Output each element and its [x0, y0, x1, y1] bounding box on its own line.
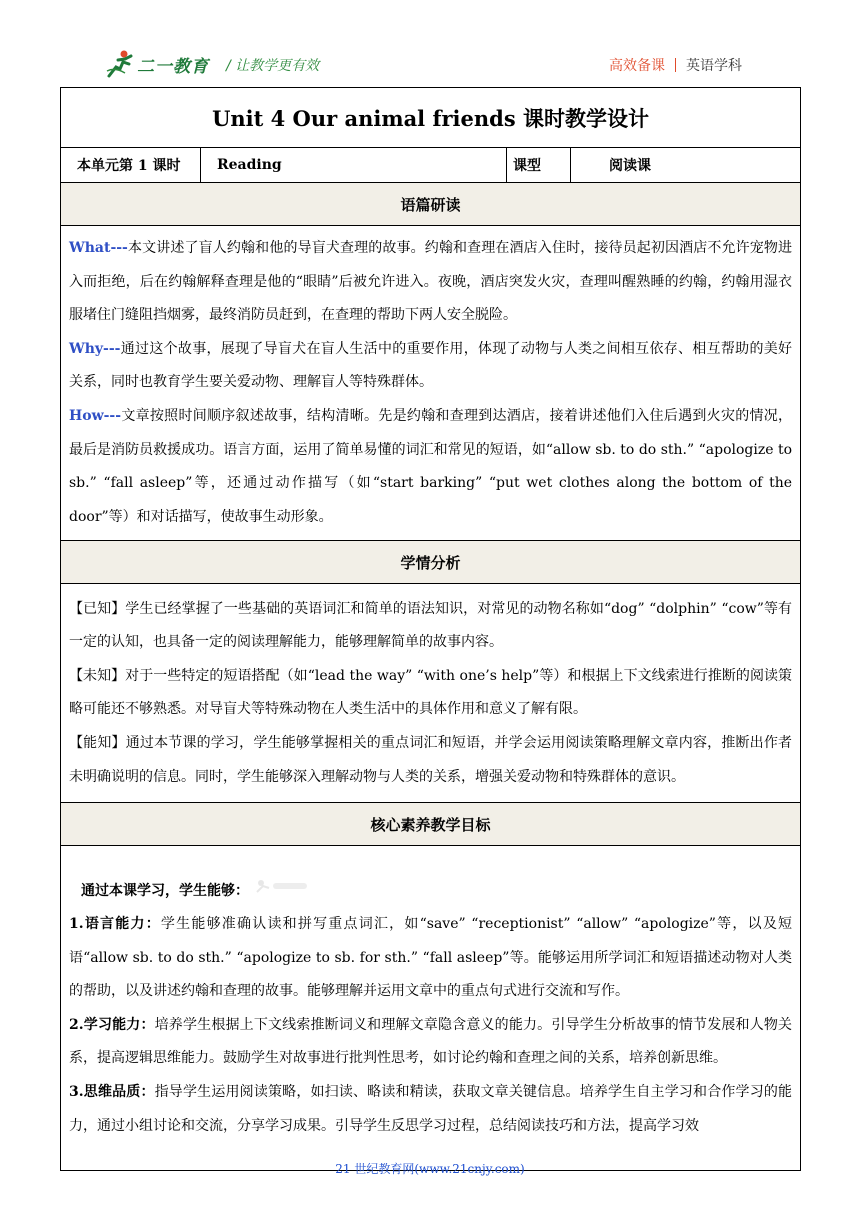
able-paragraph: 【能知】通过本节课的学习，学生能够掌握相关的重点词汇和短语，并学会运用阅读策略理解文章内容，推断出作者未明确说明的信息。同时，学生能够深入理解动物与人类的关系，增强关爱动物和特殊群体的意识。: [69, 734, 793, 785]
lesson-type-value: 阅读课: [571, 148, 801, 183]
tag-divider: [675, 58, 676, 72]
learner-analysis-body: [61, 584, 801, 803]
goal-language: [69, 908, 792, 1009]
slogan: / 让教学更有效: [226, 58, 320, 74]
page-header: [0, 0, 860, 88]
how-text: 文章按照时间顺序叙述故事，结构清晰。先是约翰和查理到达酒店，接着讲述他们入住后遇到火灾的情况，最后是消防员救援成功。语言方面，运用了简单易懂的词汇和常见的短语，如“allow sb. to do sth.” “apologize to sb.” “fall asleep”等，还通过动作描写（如“start barking” “put wet clothes along the bottom of the door”等）和对话描写，使故事生动形象。: [69, 407, 793, 525]
lesson-plan-table: [60, 87, 801, 1171]
goal-thinking-key: 3.思维品质：: [69, 1083, 155, 1100]
logo-text: 二一教育: [137, 56, 209, 77]
how-key: How---: [69, 407, 122, 424]
what-key: What---: [69, 240, 128, 256]
lesson-type-label: 课型: [507, 148, 571, 183]
running-man-icon: [105, 49, 135, 79]
what-text: 本文讲述了盲人约翰和他的导盲犬查理的故事。约翰和查理在酒店入住时，接待员起初因酒店不允许宠物进入而拒绝，后在约翰解释查理是他的“眼睛”后被允许进入。夜晚，酒店突发火灾，查理叫醒熟睡的约翰，约翰用湿衣服堵住门缝阻挡烟雾，最终消防员赶到，在查理的帮助下两人安全脱险。: [69, 240, 793, 324]
why-paragraph: [69, 333, 792, 400]
goal-language-text: 学生能够准确认读和拼写重点词汇，如“save” “receptionist” “allow” “apologize”等，以及短语“allow sb. to do sth.” “apologize to sb. for sth.” “fall asleep”等。能够运用所学词汇和短语描述动物对人类的帮助，以及讲述约翰和查理的故事。能够理解并运用文章中的重点句式进行交流和写作。: [69, 915, 793, 1000]
what-paragraph: [69, 232, 792, 333]
tag-efficient-prep: 高效备课: [609, 58, 665, 74]
why-key: Why---: [69, 340, 121, 357]
footer-link[interactable]: 21 世纪教育网(www.21cnjy.com): [335, 1162, 525, 1176]
objectives-body: [61, 846, 801, 1171]
goal-learning-key: 2.学习能力：: [69, 1016, 155, 1033]
known-paragraph: 【已知】学生已经掌握了一些基础的英语词汇和简单的语法知识，对常见的动物名称如“dog” “dolphin” “cow”等有一定的认知，也具备一定的阅读理解能力，能够理解简单的故事内容。: [69, 600, 793, 651]
why-text: 通过这个故事，展现了导盲犬在盲人生活中的重要作用，体现了动物与人类之间相互依存、相互帮助的美好关系，同时也教育学生要关爱动物、理解盲人等特殊群体。: [69, 340, 793, 391]
text-study-body: [61, 226, 801, 541]
document-title: Unit 4 Our animal friends 课时教学设计: [61, 88, 801, 148]
watermark-logo-icon: [255, 874, 311, 908]
objectives-intro-line: [69, 874, 792, 908]
lesson-topic: Reading: [201, 148, 507, 183]
goal-thinking-text: 指导学生运用阅读策略，如扫读、略读和精读，获取文章关键信息。培养学生自主学习和合作学习的能力，通过小组讨论和交流，分享学习成果。引导学生反思学习过程，总结阅读技巧和方法，提高学习效: [69, 1083, 793, 1134]
goal-learning: [69, 1009, 792, 1076]
goal-thinking: [69, 1076, 792, 1143]
unknown-paragraph: 【未知】对于一些特定的短语搭配（如“lead the way” “with one’s help”等）和根据上下文线索进行推断的阅读策略可能还不够熟悉。对导盲犬等特殊动物在人类生活中的具体作用和意义了解有限。: [69, 667, 793, 718]
section-heading-objectives: 核心素养教学目标: [61, 803, 801, 846]
how-paragraph: [69, 400, 792, 534]
goal-language-key: 1.语言能力：: [69, 915, 161, 932]
header-tags: [609, 55, 742, 75]
goal-learning-text: 培养学生根据上下文线索推断词义和理解文章隐含意义的能力。引导学生分析故事的情节发展和人物关系，提高逻辑思维能力。鼓励学生对故事进行批判性思考，如讨论约翰和查理之间的关系，培养创新思维。: [69, 1016, 793, 1067]
objectives-intro: 通过本课学习，学生能够：: [81, 882, 249, 899]
lesson-number: 本单元第 1 课时: [61, 148, 201, 183]
brand-logo[interactable]: [105, 48, 209, 80]
section-heading-learner-analysis: 学情分析: [61, 541, 801, 584]
section-heading-text-study: 语篇研读: [61, 183, 801, 226]
tag-subject: 英语学科: [686, 58, 742, 74]
